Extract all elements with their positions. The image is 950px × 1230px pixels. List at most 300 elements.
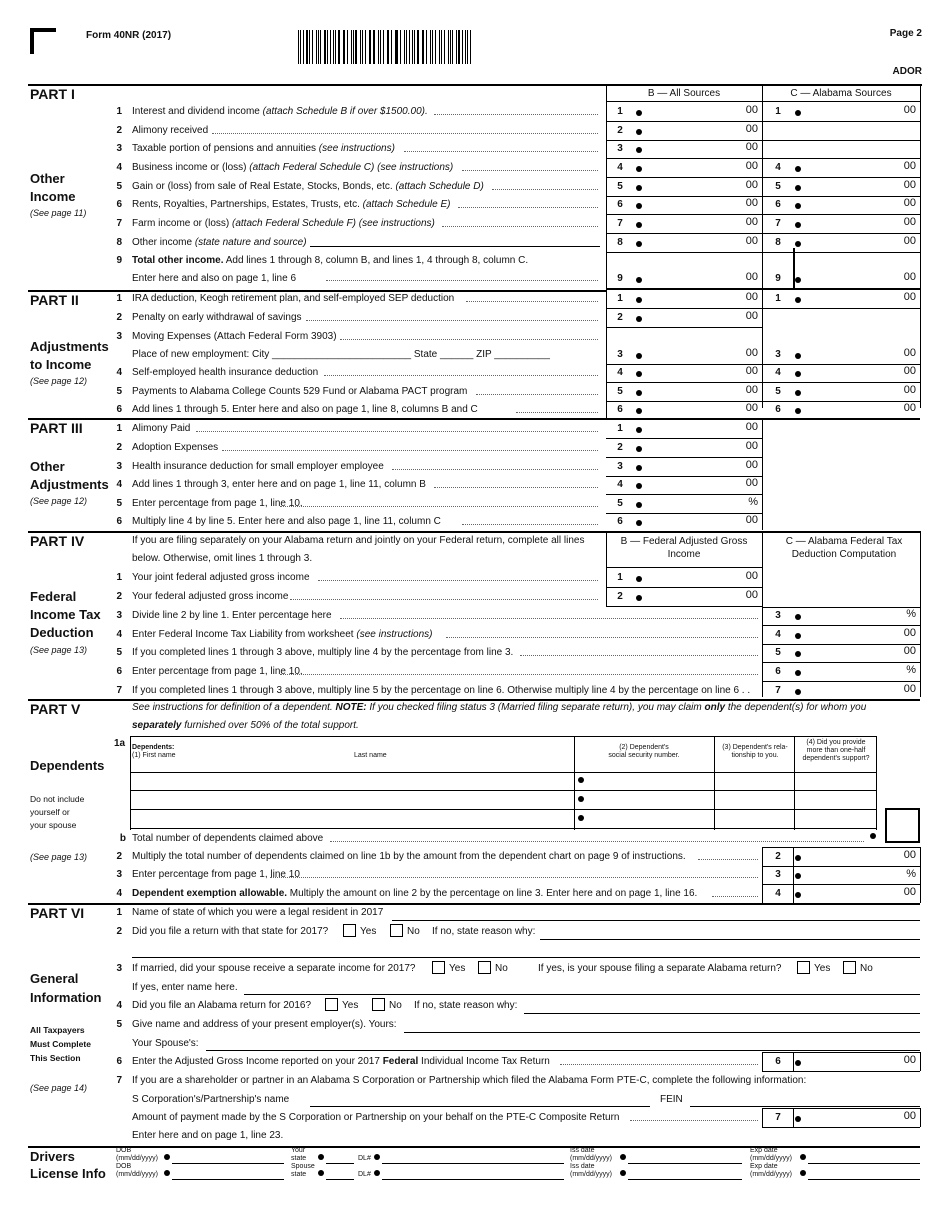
your-dob-field[interactable]	[174, 1149, 282, 1163]
line-text-plain: Business income or (loss)	[132, 162, 250, 173]
line-number: 4	[116, 888, 122, 899]
amount-field-b[interactable]	[645, 588, 737, 604]
dependent-name-field[interactable]	[131, 792, 573, 808]
no-label: No	[860, 963, 873, 974]
entry-dot	[795, 371, 801, 377]
cents-label: 00	[903, 645, 916, 657]
rule-line	[130, 736, 876, 737]
amount-field-c[interactable]	[804, 178, 892, 194]
entry-dot	[318, 1154, 324, 1160]
cents-label: 00	[903, 402, 916, 414]
amount-field-b[interactable]	[645, 458, 737, 474]
line-number: 7	[116, 685, 122, 696]
form-name: Form 40NR (2017)	[86, 30, 172, 41]
amount-field-b[interactable]	[645, 401, 737, 417]
rule-line	[762, 847, 763, 903]
line-text-plain: Taxable portion of pensions and annuities	[132, 143, 319, 154]
line-number: 3	[116, 610, 122, 621]
part5-line-2: Multiply the total number of dependents claimed on line 1b by the amount from the dependent chart on page 9 of instructions.	[132, 851, 686, 862]
line-number: 4	[116, 629, 122, 640]
barcode-bar	[369, 30, 370, 64]
amount-field-c[interactable]	[804, 401, 892, 417]
box-number: 4	[617, 162, 623, 173]
rule-line	[690, 1106, 920, 1107]
entry-dot	[636, 427, 642, 433]
entry-dot	[636, 166, 642, 172]
box-number: 2	[617, 125, 623, 136]
box-number: 3	[617, 461, 623, 472]
barcode-bar	[465, 30, 466, 64]
rule-line	[762, 607, 763, 697]
part4-note: (See page 13)	[30, 645, 88, 655]
alabama-2016-yes-checkbox[interactable]	[325, 998, 338, 1011]
iss-label: Iss date	[570, 1147, 595, 1154]
amount-field-b[interactable]	[645, 364, 737, 380]
cents-label: 00	[903, 886, 916, 898]
line-number: 1	[116, 907, 122, 918]
col-c-header: C — Alabama Sources	[790, 88, 892, 99]
amount-field-b[interactable]	[645, 178, 737, 194]
line-number: 4	[116, 367, 122, 378]
leader-dots	[434, 107, 598, 115]
barcode-bar	[343, 30, 344, 64]
entry-dot	[795, 390, 801, 396]
part3-line-2: Adoption Expenses	[132, 442, 219, 453]
box-number: 6	[775, 404, 781, 415]
rule-line	[392, 920, 920, 921]
line-bold: Dependent exemption allowable.	[132, 888, 288, 899]
cents-label: 00	[745, 310, 758, 322]
dependent-support-field[interactable]	[796, 792, 874, 808]
amount-field-c[interactable]	[804, 103, 892, 119]
part5-note: (See page 13)	[30, 852, 88, 862]
entry-dot	[636, 408, 642, 414]
amount-field-c[interactable]	[804, 215, 892, 231]
entry-dot	[795, 633, 801, 639]
spouse-iss-date-field[interactable]	[630, 1165, 740, 1179]
alabama-reason-field[interactable]	[526, 996, 918, 1012]
amount-field-c[interactable]	[804, 234, 892, 250]
rule-line	[762, 567, 763, 607]
amount-field-c[interactable]	[804, 848, 892, 864]
cents-label: 00	[745, 216, 758, 228]
entry-dot	[636, 576, 642, 582]
entry-dot	[620, 1170, 626, 1176]
part4-line-5: If you completed lines 1 through 3 above, multiply line 4 by the percentage from line 3.	[132, 647, 514, 658]
rule-line	[130, 790, 876, 791]
barcode-bar	[330, 30, 331, 64]
part2-line-3: Moving Expenses (Attach Federal Form 3903)	[132, 331, 337, 342]
line-number: 5	[116, 1019, 122, 1030]
state-label-2: state	[291, 1155, 307, 1162]
amount-field-b[interactable]	[645, 290, 737, 306]
leader-dots	[212, 126, 598, 134]
dependent-ssn-field[interactable]	[586, 773, 712, 789]
part6-line-2: Did you file a return with that state for 2017?	[132, 926, 329, 937]
box-number: 6	[775, 1056, 781, 1067]
dependent-support-field[interactable]	[796, 811, 874, 827]
dob-format: (mm/dd/yyyy)	[116, 1171, 158, 1178]
line-number: 2	[116, 591, 122, 602]
amount-field-c[interactable]	[804, 644, 892, 660]
your-exp-date-field[interactable]	[810, 1149, 918, 1163]
cents-label: 00	[903, 160, 916, 172]
box-number: 5	[775, 386, 781, 397]
entry-dot	[636, 520, 642, 526]
line-number: 1	[116, 106, 122, 117]
spouse-dob-field[interactable]	[174, 1165, 282, 1179]
amount-field-b[interactable]	[645, 569, 737, 585]
amount-field-c[interactable]	[804, 159, 892, 175]
dep-rel-1: (3) Dependent's rela-	[722, 744, 788, 751]
line-number: 1	[116, 423, 122, 434]
amount-field-c[interactable]	[804, 270, 892, 286]
dependent-ssn-field[interactable]	[586, 792, 712, 808]
amount-field-c[interactable]	[804, 607, 892, 623]
part4-line-6: Enter percentage from page 1, line 10.	[132, 666, 303, 677]
part4-intro-1: If you are filing separately on your Alabama return and jointly on your Federal return, complete all lines	[132, 535, 585, 546]
box-number: 8	[617, 237, 623, 248]
cents-label: 00	[903, 179, 916, 191]
fein-field[interactable]	[692, 1090, 918, 1106]
cents-label: 00	[903, 216, 916, 228]
entry-dot	[636, 147, 642, 153]
rule-line	[606, 101, 920, 102]
leader-dots	[462, 163, 598, 171]
cents-label: 00	[745, 477, 758, 489]
rule-line	[606, 84, 607, 418]
leader-dots	[630, 1113, 758, 1121]
amount-field-b[interactable]	[645, 122, 737, 138]
amount-field-b[interactable]	[645, 346, 737, 362]
rule-line	[762, 308, 920, 309]
part3-side-a: Other	[30, 459, 65, 474]
spouse-name-field[interactable]	[246, 978, 918, 994]
part5-line-b: Total number of dependents claimed above	[132, 833, 324, 844]
amount-field-b[interactable]	[645, 439, 737, 455]
box-number: 9	[617, 273, 623, 284]
line-number: 6	[116, 666, 122, 677]
part6-line-5: Give name and address of your present employer(s). Yours:	[132, 1019, 397, 1030]
box-number: 2	[617, 591, 623, 602]
entry-dot	[636, 277, 642, 283]
part5-line-4	[132, 888, 760, 899]
exp-label: Exp date	[750, 1163, 778, 1170]
alabama-2016-no-checkbox[interactable]	[372, 998, 385, 1011]
legal-residence-state-field[interactable]	[394, 904, 918, 920]
amount-field-b[interactable]	[645, 270, 737, 286]
barcode-bar	[344, 30, 345, 64]
dependent-name-field[interactable]	[131, 773, 573, 789]
barcode-bar	[383, 30, 384, 64]
spouse-dl-field[interactable]	[384, 1165, 562, 1179]
amount-field-b[interactable]	[645, 103, 737, 119]
state-return-yes-checkbox[interactable]	[343, 924, 356, 937]
rule-line	[606, 606, 762, 607]
amount-field-b[interactable]	[645, 234, 737, 250]
amount-field-b[interactable]	[645, 383, 737, 399]
leader-dots	[712, 889, 758, 897]
part3-line-6: Multiply line 4 by line 5. Enter here and also page 1, line 11, column C	[132, 516, 441, 527]
rule-line	[574, 736, 575, 830]
percent-label: %	[748, 496, 758, 508]
barcode-bar	[426, 30, 427, 64]
amount-field-b[interactable]	[645, 420, 737, 436]
line9-text2: Enter here and also on page 1, line 6	[132, 273, 297, 284]
line-segment: Enter the Adjusted Gross Income reported on your 2017	[132, 1056, 383, 1067]
line-text-plain: Enter Federal Income Tax Liability from worksheet	[132, 629, 357, 640]
line-number: 3	[116, 331, 122, 342]
line9-bold: Total other income.	[132, 255, 224, 266]
leader-dots	[290, 592, 598, 600]
amount-field-c[interactable]	[804, 626, 892, 642]
amount-field-b[interactable]	[645, 495, 737, 511]
spouse-income-yes-checkbox[interactable]	[432, 961, 445, 974]
entry-dot	[795, 1116, 801, 1122]
entry-dot	[620, 1154, 626, 1160]
dl-label: DL#	[358, 1155, 371, 1162]
dep-first-name: (1) First name	[132, 752, 176, 759]
entry-dot	[636, 185, 642, 191]
part2-title: PART II	[30, 292, 79, 308]
cents-label: 00	[745, 271, 758, 283]
dependent-relationship-field[interactable]	[716, 792, 792, 808]
box-number: 4	[617, 479, 623, 490]
rule-line	[28, 699, 920, 701]
cents-label: 00	[903, 235, 916, 247]
entry-dot	[795, 614, 801, 620]
rule-line	[793, 248, 795, 288]
cents-label: 00	[745, 179, 758, 191]
box-number: 5	[617, 181, 623, 192]
part3-side-b: Adjustments	[30, 477, 109, 492]
entry-dot	[636, 465, 642, 471]
line-number: 4	[116, 479, 122, 490]
line-text-italic: (state nature and source)	[194, 237, 307, 248]
line-number: 6	[116, 516, 122, 527]
entry-dot	[795, 689, 801, 695]
dep-support-2: more than one-half	[806, 747, 866, 754]
line-number: 3	[116, 963, 122, 974]
barcode-bar	[380, 30, 381, 64]
amount-field-c[interactable]	[804, 196, 892, 212]
barcode-bar	[316, 30, 317, 64]
part5-note-2: yourself or	[30, 807, 70, 817]
entry-dot	[795, 855, 801, 861]
rule-line	[628, 1179, 742, 1180]
amount-field-b[interactable]	[645, 215, 737, 231]
entry-dot	[164, 1170, 170, 1176]
box-number: 7	[617, 218, 623, 229]
entry-dot	[795, 277, 801, 283]
leader-dots	[520, 648, 758, 656]
line-text-italic: (attach Schedule D)	[395, 181, 484, 192]
your-iss-date-field[interactable]	[630, 1149, 740, 1163]
rule-line	[762, 1108, 920, 1109]
spouse-state-field[interactable]	[328, 1165, 352, 1179]
yes-label: Yes	[814, 963, 831, 974]
line-b: b	[119, 833, 126, 844]
rule-line	[920, 1052, 921, 1071]
line-number: 2	[116, 125, 122, 136]
line-text-italic: (attach Schedule E)	[362, 199, 451, 210]
entry-dot	[636, 316, 642, 322]
entry-dot	[870, 833, 876, 839]
dependent-relationship-field[interactable]	[716, 773, 792, 789]
box-number: 6	[775, 666, 781, 677]
amount-field-b[interactable]	[645, 140, 737, 156]
line-number: 4	[116, 1000, 122, 1011]
box-number: 1	[617, 423, 623, 434]
box-number: 1	[775, 106, 781, 117]
amount-field-b[interactable]	[645, 196, 737, 212]
part6-line-5b: Your Spouse's:	[132, 1038, 199, 1049]
cents-label: 00	[903, 197, 916, 209]
line-number: 2	[116, 851, 122, 862]
percent-label: %	[906, 608, 916, 620]
s-corp-name-field[interactable]	[312, 1090, 648, 1106]
cents-label: 00	[745, 123, 758, 135]
cents-label: 00	[745, 514, 758, 526]
dep-header: Dependents:	[132, 744, 175, 751]
line-text-plain: Farm income or (loss)	[132, 218, 233, 229]
yes-label: Yes	[342, 1000, 359, 1011]
dependent-support-field[interactable]	[796, 773, 874, 789]
part2-line-6: Add lines 1 through 5. Enter here and also on page 1, line 8, columns B and C	[132, 404, 478, 415]
entry-dot	[636, 371, 642, 377]
your-dl-field[interactable]	[384, 1149, 562, 1163]
amount-field-b[interactable]	[645, 476, 737, 492]
leader-dots	[698, 852, 758, 860]
dependents-count-box[interactable]	[885, 808, 920, 843]
spouse-income-no-checkbox[interactable]	[478, 961, 491, 974]
barcode-bar	[409, 30, 410, 64]
amount-field-c[interactable]	[804, 1109, 892, 1125]
rule-line	[808, 1163, 920, 1164]
cents-label: 00	[903, 1110, 916, 1122]
rule-line	[130, 809, 876, 810]
dependent-relationship-field[interactable]	[716, 811, 792, 827]
no-label: No	[495, 963, 508, 974]
leader-dots	[434, 480, 598, 488]
col-b-header: B — All Sources	[647, 88, 721, 99]
barcode-bar	[306, 30, 308, 64]
line-number: 5	[116, 386, 122, 397]
box-number: 4	[775, 888, 781, 899]
part3-line-3: Health insurance deduction for small employer employee	[132, 461, 384, 472]
part2-side-a: Adjustments	[30, 339, 109, 354]
part2-line-2: Penalty on early withdrawal of savings	[132, 312, 302, 323]
spouse-employer-field[interactable]	[208, 1034, 918, 1050]
part2-line3-location: Place of new employment: City _________________________ State ______ ZIP __________	[132, 349, 550, 360]
employer-field[interactable]	[406, 1015, 918, 1031]
amount-field-c[interactable]	[804, 866, 892, 882]
leader-dots	[280, 667, 758, 675]
amount-field-b[interactable]	[645, 159, 737, 175]
leader-dots	[222, 443, 598, 451]
spouse-separate-yes-checkbox[interactable]	[797, 961, 810, 974]
part6-line-3c: If yes, enter name here.	[132, 982, 238, 993]
rule-line	[794, 736, 795, 830]
part2-line-4: Self-employed health insurance deduction	[132, 367, 319, 378]
leader-dots	[280, 499, 598, 507]
entry-dot	[374, 1170, 380, 1176]
line-text-plain: Rents, Royalties, Partnerships, Estates, Trusts, etc.	[132, 199, 363, 210]
spouse-exp-date-field[interactable]	[810, 1165, 918, 1179]
part6-line-1: Name of state of which you were a legal resident in 2017	[132, 907, 384, 918]
dep-support-1: (4) Did you provide	[806, 739, 866, 746]
part6-line-4: Did you file an Alabama return for 2016?	[132, 1000, 311, 1011]
amount-field-c[interactable]	[804, 383, 892, 399]
amount-field-c[interactable]	[804, 885, 892, 901]
line-number: 5	[116, 498, 122, 509]
rule-line	[132, 957, 920, 958]
barcode-bar	[360, 30, 361, 64]
entry-dot	[795, 185, 801, 191]
barcode-bar	[423, 30, 424, 64]
dependent-name-field[interactable]	[131, 811, 573, 827]
your-state-field[interactable]	[328, 1149, 352, 1163]
part3-line-5: Enter percentage from page 1, line 10.	[132, 498, 303, 509]
part4-side-b: Income Tax	[30, 607, 101, 622]
part6-line-7: If you are a shareholder or partner in an Alabama S Corporation or Partnership which filed the Alabama Form PTE-C, complete the following information:	[132, 1075, 807, 1086]
cents-label: 00	[745, 421, 758, 433]
entry-dot	[636, 446, 642, 452]
state-return-no-checkbox[interactable]	[390, 924, 403, 937]
state-reason-field[interactable]	[542, 922, 918, 938]
cents-label: 00	[745, 440, 758, 452]
box-number: 7	[775, 1112, 781, 1123]
amount-field-b[interactable]	[645, 513, 737, 529]
barcode-bar	[370, 30, 371, 64]
barcode-bar	[458, 30, 460, 64]
line-number: 7	[116, 1075, 122, 1086]
amount-field-c[interactable]	[804, 290, 892, 306]
amount-field-c[interactable]	[804, 364, 892, 380]
cents-label: 00	[903, 849, 916, 861]
leader-dots	[476, 387, 598, 395]
barcode-bar	[396, 30, 398, 64]
line-number: 6	[116, 199, 122, 210]
rule-line	[876, 736, 877, 830]
cents-label: 00	[903, 365, 916, 377]
barcode-bar	[462, 30, 463, 64]
barcode-bar	[324, 30, 326, 64]
rule-line	[920, 847, 921, 903]
amount-field-c[interactable]	[804, 663, 892, 679]
dependent-ssn-field[interactable]	[586, 811, 712, 827]
amount-field-c[interactable]	[804, 1053, 892, 1069]
part6-note-1: All Taxpayers	[30, 1025, 85, 1035]
amount-field-b[interactable]	[645, 309, 737, 325]
barcode-bar	[327, 30, 328, 64]
entry-dot	[795, 408, 801, 414]
barcode-bar	[441, 30, 442, 64]
amount-field-c[interactable]	[804, 682, 892, 698]
line-number: 2	[116, 442, 122, 453]
rule-line	[762, 1108, 763, 1127]
line-text-italic: (attach Schedule B if over $1500.00).	[262, 106, 428, 117]
rule-line	[382, 1179, 564, 1180]
spouse-separate-no-checkbox[interactable]	[843, 961, 856, 974]
part6-title: PART VI	[30, 905, 85, 921]
amount-field-c[interactable]	[804, 346, 892, 362]
dl-label: DL#	[358, 1171, 371, 1178]
intro-segment: separately	[132, 720, 182, 731]
entry-dot	[636, 595, 642, 601]
part4-title: PART IV	[30, 533, 85, 549]
rule-line	[762, 1052, 763, 1071]
